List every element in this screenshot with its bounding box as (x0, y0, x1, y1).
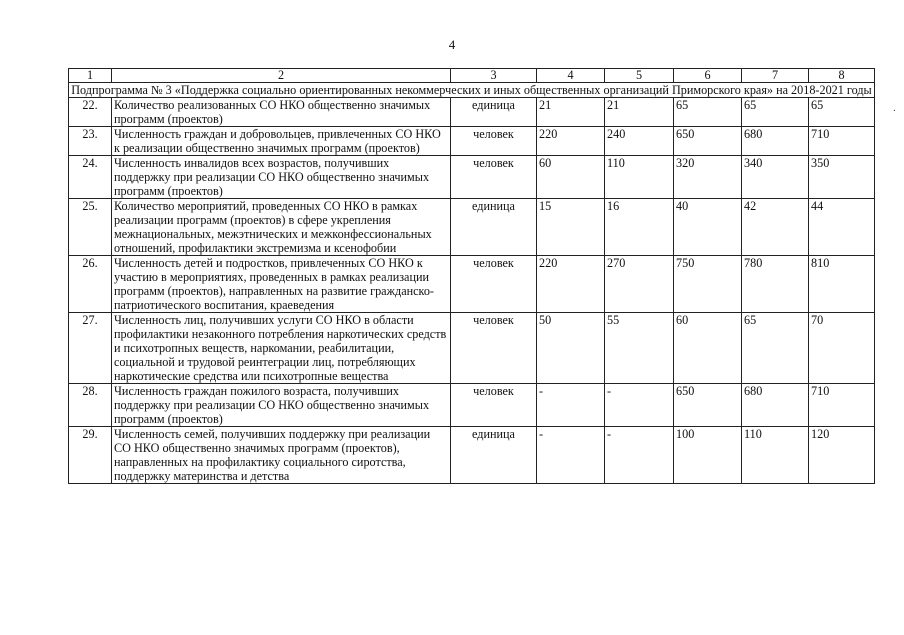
value-col-5: 110 (605, 156, 674, 199)
indicator-name: Количество реализованных СО НКО общественно значимых программ (проектов) (112, 98, 451, 127)
value-col-7: 65 (742, 313, 809, 384)
value-col-4: 21 (537, 98, 605, 127)
row-number: 24. (69, 156, 112, 199)
table-row (69, 127, 875, 156)
table-row (69, 256, 875, 313)
row-number: 27. (69, 313, 112, 384)
value-col-4: 220 (537, 127, 605, 156)
value-col-5: 270 (605, 256, 674, 313)
column-number: 6 (674, 69, 742, 83)
unit-of-measure: человек (451, 127, 537, 156)
value-col-7: 780 (742, 256, 809, 313)
unit-of-measure: человек (451, 313, 537, 384)
value-col-6: 650 (674, 127, 742, 156)
value-col-7: 42 (742, 199, 809, 256)
value-col-6: 320 (674, 156, 742, 199)
value-col-6: 60 (674, 313, 742, 384)
unit-of-measure: человек (451, 384, 537, 427)
value-col-7: 340 (742, 156, 809, 199)
table-row (69, 98, 875, 127)
row-number: 23. (69, 127, 112, 156)
row-number: 28. (69, 384, 112, 427)
edge-mark: . (893, 102, 896, 114)
value-col-5: 55 (605, 313, 674, 384)
table-row (69, 156, 875, 199)
value-col-8: 44 (809, 199, 875, 256)
value-col-7: 65 (742, 98, 809, 127)
column-number: 4 (537, 69, 605, 83)
value-col-8: 710 (809, 127, 875, 156)
indicator-name: Численность семей, получивших поддержку при реализации СО НКО общественно значимых программ (проектов), направленных на профилактику социального сиротства, поддержку материнства и детства (112, 427, 451, 484)
value-col-5: - (605, 427, 674, 484)
value-col-6: 100 (674, 427, 742, 484)
row-number: 25. (69, 199, 112, 256)
unit-of-measure: единица (451, 427, 537, 484)
table-row (69, 313, 875, 384)
indicator-name: Численность граждан и добровольцев, привлеченных СО НКО к реализации общественно значимых программ (проектов) (112, 127, 451, 156)
indicator-name: Численность лиц, получивших услуги СО НКО в области профилактики незаконного потребления наркотических средств и психотропных веществ, наркомании, реабилитации, социальной и трудовой реинтеграции лиц, потребляющих наркотические средства или психотропные вещества (112, 313, 451, 384)
value-col-7: 680 (742, 127, 809, 156)
value-col-8: 120 (809, 427, 875, 484)
value-col-5: 16 (605, 199, 674, 256)
value-col-4: 60 (537, 156, 605, 199)
unit-of-measure: человек (451, 256, 537, 313)
column-number: 8 (809, 69, 875, 83)
column-number: 1 (69, 69, 112, 83)
unit-of-measure: единица (451, 98, 537, 127)
value-col-5: - (605, 384, 674, 427)
value-col-4: - (537, 384, 605, 427)
value-col-4: 220 (537, 256, 605, 313)
row-number: 29. (69, 427, 112, 484)
row-number: 26. (69, 256, 112, 313)
value-col-5: 21 (605, 98, 674, 127)
row-number: 22. (69, 98, 112, 127)
page-number: 4 (448, 37, 456, 52)
table-row (69, 384, 875, 427)
unit-of-measure: единица (451, 199, 537, 256)
table-row (69, 427, 875, 484)
indicator-name: Количество мероприятий, проведенных СО НКО в рамках реализации программ (проектов) в сфере укрепления межнациональных, межэтнических и межконфессиональных отношений, профилактики экстремизма и ксенофобии (112, 199, 451, 256)
indicator-name: Численность граждан пожилого возраста, получивших поддержку при реализации СО НКО общественно значимых программ (проектов) (112, 384, 451, 427)
table-row (69, 199, 875, 256)
value-col-8: 810 (809, 256, 875, 313)
column-number: 3 (451, 69, 537, 83)
column-number: 2 (112, 69, 451, 83)
value-col-8: 710 (809, 384, 875, 427)
value-col-8: 65 (809, 98, 875, 127)
subprogram-row (69, 83, 875, 98)
indicator-name: Численность инвалидов всех возрастов, получивших поддержку при реализации СО НКО общественно значимых программ (проектов) (112, 156, 451, 199)
indicator-name: Численность детей и подростков, привлеченных СО НКО к участию в мероприятиях, проведенных в рамках реализации программ (проектов), направленных на развитие гражданско-патриотического воспитания, краеведения (112, 256, 451, 313)
value-col-8: 350 (809, 156, 875, 199)
column-number-row (69, 69, 875, 83)
indicators-table (68, 68, 875, 484)
value-col-7: 680 (742, 384, 809, 427)
value-col-5: 240 (605, 127, 674, 156)
unit-of-measure: человек (451, 156, 537, 199)
value-col-8: 70 (809, 313, 875, 384)
value-col-4: 50 (537, 313, 605, 384)
column-number: 7 (742, 69, 809, 83)
column-number: 5 (605, 69, 674, 83)
value-col-6: 65 (674, 98, 742, 127)
value-col-7: 110 (742, 427, 809, 484)
value-col-6: 650 (674, 384, 742, 427)
value-col-4: 15 (537, 199, 605, 256)
value-col-4: - (537, 427, 605, 484)
value-col-6: 40 (674, 199, 742, 256)
value-col-6: 750 (674, 256, 742, 313)
subprogram-title: Подпрограмма № 3 «Поддержка социально ориентированных некоммерческих и иных общественных организаций Приморского края» на 2018-2021 годы (69, 83, 875, 98)
